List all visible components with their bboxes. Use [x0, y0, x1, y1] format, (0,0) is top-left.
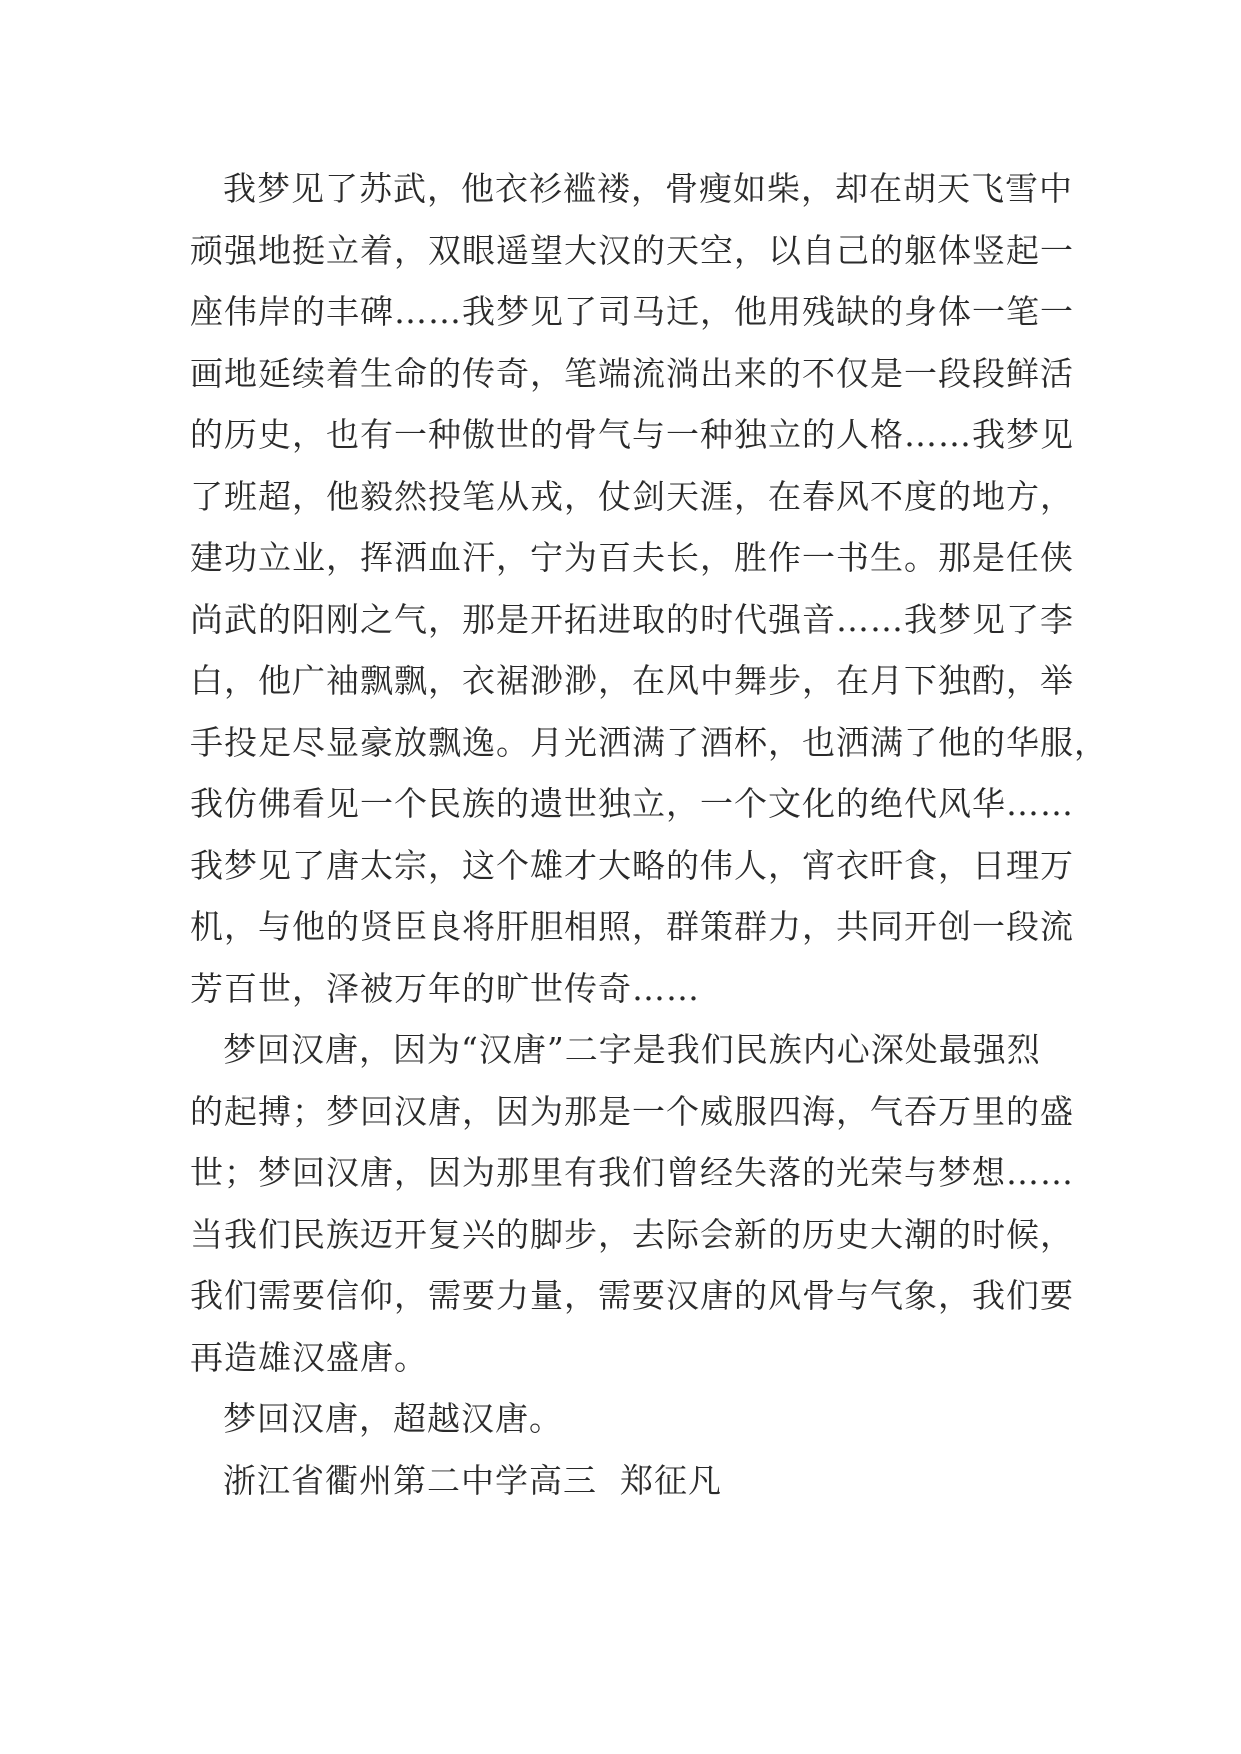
text-line: 尚武的阳刚之气，那是开拓进取的时代强音……我梦见了李: [190, 599, 1074, 639]
text-line: 机，与他的贤臣良将肝胆相照，群策群力，共同开创一段流: [190, 907, 1074, 946]
text-line: 梦回汉唐，超越汉唐。: [223, 1399, 563, 1438]
text-line: 建功立业，挥洒血汗，宁为百夫长，胜作一书生。那是任侠: [190, 538, 1074, 577]
paragraph-conclusion: [190, 1388, 1070, 1450]
text-line: 白，他广袖飘飘，衣裾渺渺，在风中舞步，在月下独酌，举: [190, 661, 1074, 700]
text-line: 梦回汉唐，因为“汉唐”二字是我们民族内心深处最强烈: [223, 1030, 1041, 1069]
text-line: 了班超，他毅然投笔从戎，仗剑天涯，在春风不度的地方，: [190, 476, 1074, 516]
paragraph-dreams: [190, 158, 1108, 1019]
text-line: 的起搏；梦回汉唐，因为那是一个威服四海，气吞万里的盛: [190, 1091, 1074, 1131]
text-line: 我仿佛看见一个民族的遗世独立，一个文化的绝代风华……: [190, 784, 1074, 823]
text-line: 的历史，也有一种傲世的骨气与一种独立的人格……我梦见: [190, 415, 1074, 454]
text-line: 当我们民族迈开复兴的脚步，去际会新的历史大潮的时候，: [190, 1214, 1074, 1254]
text-line: 我们需要信仰，需要力量，需要汉唐的风骨与气象，我们要: [190, 1276, 1074, 1315]
text-line: 再造雄汉盛唐。: [190, 1337, 428, 1377]
text-line: 世；梦回汉唐，因为那里有我们曾经失落的光荣与梦想……: [190, 1153, 1074, 1192]
text-line: 顽强地挺立着，双眼遥望大汉的天空，以自己的躯体竖起一: [190, 230, 1074, 270]
paragraph-why-han-tang: [190, 1019, 1074, 1388]
text-line: 芳百世，泽被万年的旷世传奇……: [190, 968, 700, 1008]
text-line: 座伟岸的丰碑……我梦见了司马迁，他用残缺的身体一笔一: [190, 292, 1074, 331]
author-byline: [190, 1450, 1070, 1512]
text-line: 手投足尽显豪放飘逸。月光洒满了酒杯，也洒满了他的华服，: [190, 722, 1108, 762]
text-line: 画地延续着生命的传奇，笔端流淌出来的不仅是一段段鲜活: [190, 353, 1074, 393]
text-line: 我梦见了苏武，他衣衫褴褛，骨瘦如柴，却在胡天飞雪中: [223, 169, 1073, 208]
byline-text: 浙江省衢州第二中学高三 郑征凡: [223, 1460, 722, 1500]
text-line: 我梦见了唐太宗，这个雄才大略的伟人，宵衣旰食，日理万: [190, 845, 1074, 885]
essay-body: [190, 158, 1108, 1511]
